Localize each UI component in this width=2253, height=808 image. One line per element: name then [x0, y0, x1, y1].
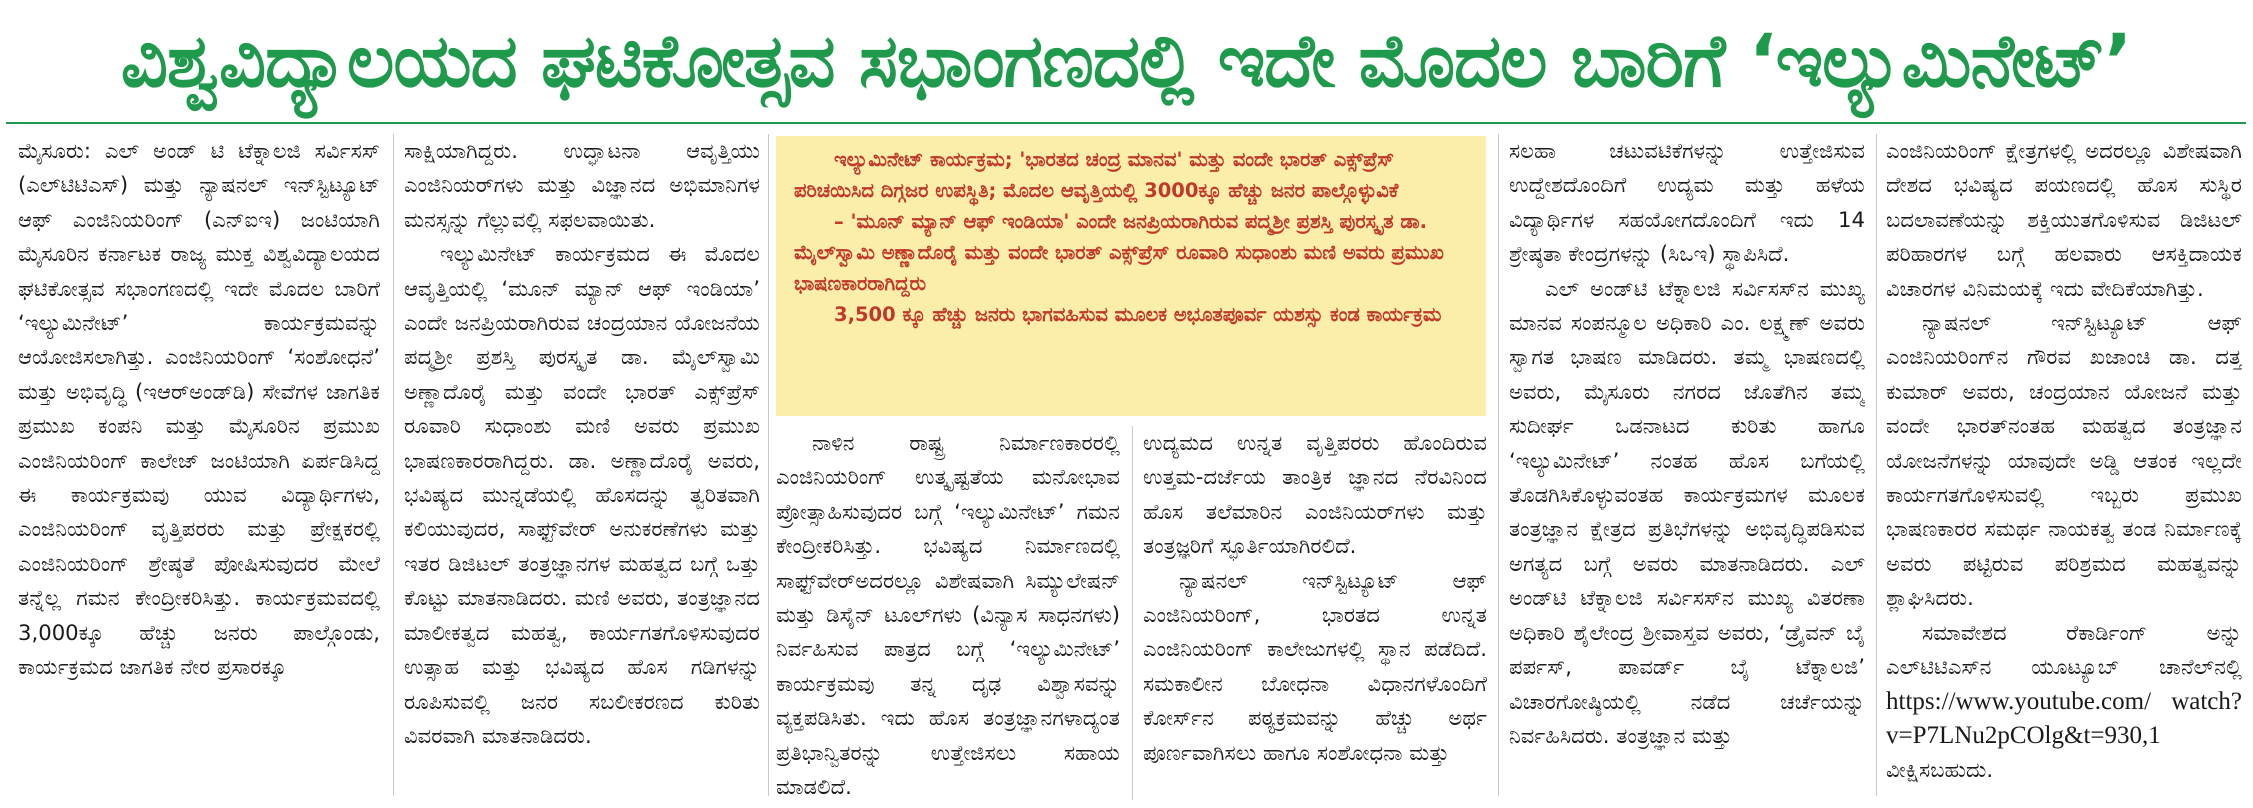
- article-column-1: [18, 134, 380, 800]
- article-column-3: [776, 426, 1120, 800]
- highlight-line: ಇಲ್ಯುಮಿನೇಟ್ ಕಾರ್ಯಕ್ರಮ; 'ಭಾರತದ ಚಂದ್ರ ಮಾನವ' ಮತ್ತು ವಂದೇ ಭಾರತ್ ಎಕ್ಸ್‌ಪ್ರೆಸ್ ಪರಿಚಯಿಸಿದ ದಿಗ್ಗಜರ ಉಪಸ್ಥಿತಿ; ಮೊದಲ ಆವೃತ್ತಿಯಲ್ಲಿ 3000ಕ್ಕೂ ಹೆಚ್ಚು ಜನರ ಪಾಲ್ಗೊಳ್ಳುವಿಕೆ: [794, 148, 1399, 202]
- paragraph: [1886, 616, 2242, 788]
- column-divider: [393, 134, 394, 796]
- paragraph: ಸಲಹಾ ಚಟುವಟಿಕೆಗಳನ್ನು ಉತ್ತೇಜಿಸುವ ಉದ್ದೇಶದೊಂದಿಗೆ ಉದ್ಯಮ ಮತ್ತು ಹಳೆಯ ವಿದ್ಯಾರ್ಥಿಗಳ ಸಹಯೋಗದೊಂದಿಗೆ ಇದು 14 ಶ್ರೇಷ್ಠತಾ ಕೇಂದ್ರಗಳನ್ನು (ಸಿಒಇ) ಸ್ಥಾಪಿಸಿದೆ.: [1509, 138, 1865, 267]
- paragraph: ಇಲ್ಯುಮಿನೇಟ್ ಕಾರ್ಯಕ್ರಮದ ಈ ಮೊದಲ ಆವೃತ್ತಿಯಲ್ಲಿ ‘ಮೂನ್ ಮ್ಯಾನ್ ಆಫ್ ಇಂಡಿಯಾ’ ಎಂದೇ ಜನಪ್ರಿಯರಾಗಿರುವ ಚಂದ್ರಯಾನ ಯೋಜನೆಯ ಪದ್ಮಶ್ರೀ ಪ್ರಶಸ್ತಿ ಪುರಸ್ಕೃತ ಡಾ. ಮೈಲ್‌ಸ್ವಾಮಿ ಅಣ್ಣಾದೊರೈ ಮತ್ತು ವಂದೇ ಭಾರತ್ ಎಕ್ಸ್‌ಪ್ರೆಸ್ ರೂವಾರಿ ಸುಧಾಂಶು ಮಣಿ ಅವರು ಪ್ರಮುಖ ಭಾಷಣಕಾರರಾಗಿದ್ದರು. ಡಾ. ಅಣ್ಣಾದೊರೈ ಅವರು, ಭವಿಷ್ಯದ ಮುನ್ನಡೆಯಲ್ಲಿ ಹೊಸದನ್ನು ತ್ವರಿತವಾಗಿ ಕಲಿಯುವುದರ, ಸಾಫ್ಟ್‌ವೇರ್ ಅನುಕರಣೆಗಳು ಮತ್ತು ಇತರ ಡಿಜಿಟಲ್ ತಂತ್ರಜ್ಞಾನಗಳ ಮಹತ್ವದ ಬಗ್ಗೆ ಒತ್ತು ಕೊಟ್ಟು ಮಾತನಾಡಿದರು. ಮಣಿ ಅವರು, ತಂತ್ರಜ್ಞಾನದ ಮಾಲೀಕತ್ವದ ಮಹತ್ವ, ಕಾರ್ಯಗತಗೊಳಿಸುವುದರ ಉತ್ಸಾಹ ಮತ್ತು ಭವಿಷ್ಯದ ಹೊಸ ಗಡಿಗಳನ್ನು ರೂಪಿಸುವಲ್ಲಿ ಜನರ ಸಬಲೀಕರಣದ ಕುರಿತು ವಿವರವಾಗಿ ಮಾತನಾಡಿದರು.: [404, 241, 760, 748]
- paragraph: ನ್ಯಾಷನಲ್ ಇನ್‌ಸ್ಟಿಟ್ಯೂಟ್ ಆಫ್ ಎಂಜಿನಿಯರಿಂಗ್, ಭಾರತದ ಉನ್ನತ ಎಂಜಿನಿಯರಿಂಗ್ ಕಾಲೇಜುಗಳಲ್ಲಿ ಸ್ಥಾನ ಪಡೆದಿದೆ. ಸಮಕಾಲೀನ ಬೋಧನಾ ವಿಧಾನಗಳೊಂದಿಗೆ ಕೋರ್ಸ್‌ನ ಪಠ್ಯಕ್ರಮವನ್ನು ಹೆಚ್ಚು ಅರ್ಥ ಪೂರ್ಣವಾಗಿಸಲು ಹಾಗೂ ಸಂಶೋಧನಾ ಮತ್ತು: [1143, 567, 1487, 765]
- highlight-box: [776, 136, 1486, 416]
- article-column-5: [1509, 134, 1865, 800]
- column-divider: [768, 134, 769, 796]
- article-column-4: [1143, 426, 1487, 800]
- paragraph: ಎಂಜಿನಿಯರಿಂಗ್ ಕ್ಷೇತ್ರಗಳಲ್ಲಿ ಅದರಲ್ಲೂ ವಿಶೇಷವಾಗಿ ದೇಶದ ಭವಿಷ್ಯದ ಪಯಣದಲ್ಲಿ ಹೊಸ ಸುಸ್ಥಿರ ಬದಲಾವಣೆಯನ್ನು ಶಕ್ತಿಯುತಗೊಳಿಸುವ ಡಿಜಿಟಲ್ ಪರಿಹಾರಗಳ ಬಗ್ಗೆ ಹಲವಾರು ಆಸಕ್ತಿದಾಯಕ ವಿಚಾರಗಳ ವಿನಿಮಯಕ್ಕೆ ಇದು ವೇದಿಕೆಯಾಗಿತ್ತು.: [1886, 138, 2242, 301]
- highlight-line: 3,500 ಕ್ಕೂ ಹೆಚ್ಚು ಜನರು ಭಾಗವಹಿಸುವ ಮೂಲಕ ಅಭೂತಪೂರ್ವ ಯಶಸ್ಸು ಕಂಡ ಕಾರ್ಯಕ್ರಮ: [834, 303, 1442, 326]
- column-divider: [1132, 426, 1133, 800]
- paragraph-text: ಸಮಾವೇಶದ ರೆಕಾರ್ಡಿಂಗ್ ಅನ್ನು ಎಲ್‌ಟಿಟಿಎಸ್‌ನ ಯೂಟ್ಯೂಬ್ ಚಾನೆಲ್‌ನಲ್ಲಿ: [1886, 619, 2242, 680]
- paragraph: ಎಲ್ ಅಂಡ್‌ಟಿ ಟೆಕ್ನಾಲಜಿ ಸರ್ವಿಸಸ್‌ನ ಮುಖ್ಯ ಮಾನವ ಸಂಪನ್ಮೂಲ ಅಧಿಕಾರಿ ಎಂ. ಲಕ್ಷ್ಮಣ್ ಅವರು ಸ್ವಾಗತ ಭಾಷಣ ಮಾಡಿದರು. ತಮ್ಮ ಭಾಷಣದಲ್ಲಿ ಅವರು, ಮೈಸೂರು ನಗರದ ಜೊತೆಗಿನ ತಮ್ಮ ಸುದೀರ್ಘ ಒಡನಾಟದ ಕುರಿತು ಹಾಗೂ ‘ಇಲ್ಯುಮಿನೇಟ್’ ನಂತಹ ಹೊಸ ಬಗೆಯಲ್ಲಿ ತೊಡಗಿಸಿಕೊಳ್ಳುವಂತಹ ಕಾರ್ಯಕ್ರಮಗಳ ಮೂಲಕ ತಂತ್ರಜ್ಞಾನ ಕ್ಷೇತ್ರದ ಪ್ರತಿಭೆಗಳನ್ನು ಅಭಿವೃದ್ಧಿಪಡಿಸುವ ಅಗತ್ಯದ ಬಗ್ಗೆ ಅವರು ಮಾತನಾಡಿದರು. ಎಲ್ ಅಂಡ್‌ಟಿ ಟೆಕ್ನಾಲಜಿ ಸರ್ವಿಸಸ್‌ನ ಮುಖ್ಯ ವಿತರಣಾ ಅಧಿಕಾರಿ ಶೈಲೇಂದ್ರ ಶ್ರೀವಾಸ್ತವ ಅವರು, ‘ಡ್ರೈವನ್ ಬೈ ಪರ್ಪಸ್, ಪಾವರ್ಡ್ ಬೈ ಟೆಕ್ನಾಲಜಿ’ ವಿಚಾರಗೋಷ್ಠಿಯಲ್ಲಿ ನಡೆದ ಚರ್ಚೆಯನ್ನು ನಿರ್ವಹಿಸಿದರು. ತಂತ್ರಜ್ಞಾನ ಮತ್ತು: [1509, 275, 1865, 748]
- headline: ವಿಶ್ವವಿದ್ಯಾಲಯದ ಘಟಿಕೋತ್ಸವ ಸಭಾಂಗಣದಲ್ಲಿ ಇದೇ ಮೊದಲ ಬಾರಿಗೆ ‘ಇಲ್ಯುಮಿನೇಟ್’: [120, 19, 2132, 104]
- article-column-6: [1886, 134, 2242, 800]
- headline-rule: [6, 122, 2246, 124]
- column-divider: [1498, 134, 1499, 796]
- column-divider: [1876, 134, 1877, 796]
- highlight-line: – 'ಮೂನ್ ಮ್ಯಾನ್ ಆಫ್ ಇಂಡಿಯಾ' ಎಂದೇ ಜನಪ್ರಿಯರಾಗಿರುವ ಪದ್ಮಶ್ರೀ ಪ್ರಶಸ್ತಿ ಪುರಸ್ಕೃತ ಡಾ. ಮೈಲ್‌ಸ್ವಾಮಿ ಅಣ್ಣಾದೊರೈ ಮತ್ತು ವಂದೇ ಭಾರತ್ ಎಕ್ಸ್‌ಪ್ರೆಸ್ ರೂವಾರಿ ಸುಧಾಂಶು ಮಣಿ ಅವರು ಪ್ರಮುಖ ಭಾಷಣಕಾರರಾಗಿದ್ದರು: [794, 210, 1444, 295]
- paragraph: ನಾಳಿನ ರಾಷ್ಟ್ರ ನಿರ್ಮಾಣಕಾರರಲ್ಲಿ ಎಂಜಿನಿಯರಿಂಗ್ ಉತ್ಕೃಷ್ಟತೆಯ ಮನೋಭಾವ ಪ್ರೋತ್ಸಾಹಿಸುವುದರ ಬಗ್ಗೆ ‘ಇಲ್ಯುಮಿನೇಟ್’ ಗಮನ ಕೇಂದ್ರೀಕರಿಸಿತ್ತು. ಭವಿಷ್ಯದ ನಿರ್ಮಾಣದಲ್ಲಿ ಸಾಫ್ಟ್‌ವೇರ್‌ಅದರಲ್ಲೂ ವಿಶೇಷವಾಗಿ ಸಿಮ್ಯುಲೇಷನ್ ಮತ್ತು ಡಿಸೈನ್ ಟೂಲ್‌ಗಳು (ವಿನ್ಯಾಸ ಸಾಧನಗಳು) ನಿರ್ವಹಿಸುವ ಪಾತ್ರದ ಬಗ್ಗೆ ‘ಇಲ್ಯುಮಿನೇಟ್’ ಕಾರ್ಯಕ್ರಮವು ತನ್ನ ದೃಢ ವಿಶ್ವಾಸವನ್ನು ವ್ಯಕ್ತಪಡಿಸಿತು. ಇದು ಹೊಸ ತಂತ್ರಜ್ಞಾನಗಳಾದ್ಯಂತ ಪ್ರತಿಭಾನ್ವಿತರನ್ನು ಉತ್ತೇಜಿಸಲು ಸಹಾಯ ಮಾಡಲಿದೆ.: [776, 430, 1120, 800]
- paragraph-tail: ವೀಕ್ಷಿಸಬಹುದು.: [1886, 757, 1994, 783]
- paragraph: ಮೈಸೂರು: ಎಲ್ ಅಂಡ್ ಟಿ ಟೆಕ್ನಾಲಜಿ ಸರ್ವಿಸಸ್ (ಎಲ್‌ಟಿಟಿಎಸ್) ಮತ್ತು ನ್ಯಾಷನಲ್ ಇನ್‌ಸ್ಟಿಟ್ಯೂಟ್ ಆಫ್ ಎಂಜಿನಿಯರಿಂಗ್ (ಎನ್‌ಐಇ) ಜಂಟಿಯಾಗಿ ಮೈಸೂರಿನ ಕರ್ನಾಟಕ ರಾಜ್ಯ ಮುಕ್ತ ವಿಶ್ವವಿದ್ಯಾಲಯದ ಘಟಿಕೋತ್ಸವ ಸಭಾಂಗಣದಲ್ಲಿ ಇದೇ ಮೊದಲ ಬಾರಿಗೆ ‘ಇಲ್ಯುಮಿನೇಟ್’ ಕಾರ್ಯಕ್ರಮವನ್ನು ಆಯೋಜಿಸಲಾಗಿತ್ತು. ಎಂಜಿನಿಯರಿಂಗ್ ‘ಸಂಶೋಧನೆ’ ಮತ್ತು ಅಭಿವೃದ್ಧಿ (ಇಆರ್‌ಅಂಡ್‌ಡಿ) ಸೇವೆಗಳ ಜಾಗತಿಕ ಪ್ರಮುಖ ಕಂಪನಿ ಮತ್ತು ಮೈಸೂರಿನ ಪ್ರಮುಖ ಎಂಜಿನಿಯರಿಂಗ್ ಕಾಲೇಜ್ ಜಂಟಿಯಾಗಿ ಏರ್ಪಡಿಸಿದ್ದ ಈ ಕಾರ್ಯಕ್ರಮವು ಯುವ ವಿದ್ಯಾರ್ಥಿಗಳು, ಎಂಜಿನಿಯರಿಂಗ್ ವೃತ್ತಿಪರರು ಮತ್ತು ಪ್ರೇಕ್ಷಕರಲ್ಲಿ ಎಂಜಿನಿಯರಿಂಗ್ ಶ್ರೇಷ್ಠತೆ ಪೋಷಿಸುವುದರ ಮೇಲೆ ತನ್ನೆಲ್ಲ ಗಮನ ಕೇಂದ್ರೀಕರಿಸಿತ್ತು. ಕಾರ್ಯಕ್ರಮವದಲ್ಲಿ 3,000ಕ್ಕೂ ಹೆಚ್ಚು ಜನರು ಪಾಲ್ಗೊಂಡು, ಕಾರ್ಯಕ್ರಮದ ಜಾಗತಿಕ ನೇರ ಪ್ರಸಾರಕ್ಕೂ: [18, 138, 380, 680]
- article-column-2: [404, 134, 760, 800]
- paragraph: ನ್ಯಾಷನಲ್ ಇನ್‌ಸ್ಟಿಟ್ಯೂಟ್ ಆಫ್ ಎಂಜಿನಿಯರಿಂಗ್‌ನ ಗೌರವ ಖಜಾಂಚಿ ಡಾ. ದತ್ತ ಕುಮಾರ್ ಅವರು, ಚಂದ್ರಯಾನ ಯೋಜನೆ ಮತ್ತು ವಂದೇ ಭಾರತ್‌ನಂತಹ ಮಹತ್ವದ ತಂತ್ರಜ್ಞಾನ ಯೋಜನೆಗಳನ್ನು ಯಾವುದೇ ಅಡ್ಡಿ ಆತಂಕ ಇಲ್ಲದೇ ಕಾರ್ಯಗತಗೊಳಿಸುವಲ್ಲಿ ಇಬ್ಬರು ಪ್ರಮುಖ ಭಾಷಣಕಾರರ ಸಮರ್ಥ ನಾಯಕತ್ವ ತಂಡ ನಿರ್ಮಾಣಕ್ಕೆ ಅವರು ಪಟ್ಟಿರುವ ಪರಿಶ್ರಮದ ಮಹತ್ವವನ್ನು ಶ್ಲಾಘಿಸಿದರು.: [1886, 310, 2242, 611]
- youtube-link[interactable]: https://www.youtube.com/ watch?v=P7LNu2pCOlg&t=930,1: [1886, 687, 2242, 749]
- paragraph: ಉದ್ಯಮದ ಉನ್ನತ ವೃತ್ತಿಪರರು ಹೊಂದಿರುವ ಉತ್ತಮ-ದರ್ಜೆಯ ತಾಂತ್ರಿಕ ಜ್ಞಾನದ ನೆರವಿನಿಂದ ಹೊಸ ತಲೆಮಾರಿನ ಎಂಜಿನಿಯರ್‌ಗಳು ಮತ್ತು ತಂತ್ರಜ್ಞರಿಗೆ ಸ್ಫೂರ್ತಿಯಾಗಿರಲಿದೆ.: [1143, 430, 1487, 559]
- paragraph: ಸಾಕ್ಷಿಯಾಗಿದ್ದರು. ಉದ್ಘಾಟನಾ ಆವೃತ್ತಿಯು ಎಂಜಿನಿಯರ್‌ಗಳು ಮತ್ತು ವಿಜ್ಞಾನದ ಅಭಿಮಾನಿಗಳ ಮನಸ್ಸನ್ನು ಗೆಲ್ಲುವಲ್ಲಿ ಸಫಲವಾಯಿತು.: [404, 138, 760, 232]
